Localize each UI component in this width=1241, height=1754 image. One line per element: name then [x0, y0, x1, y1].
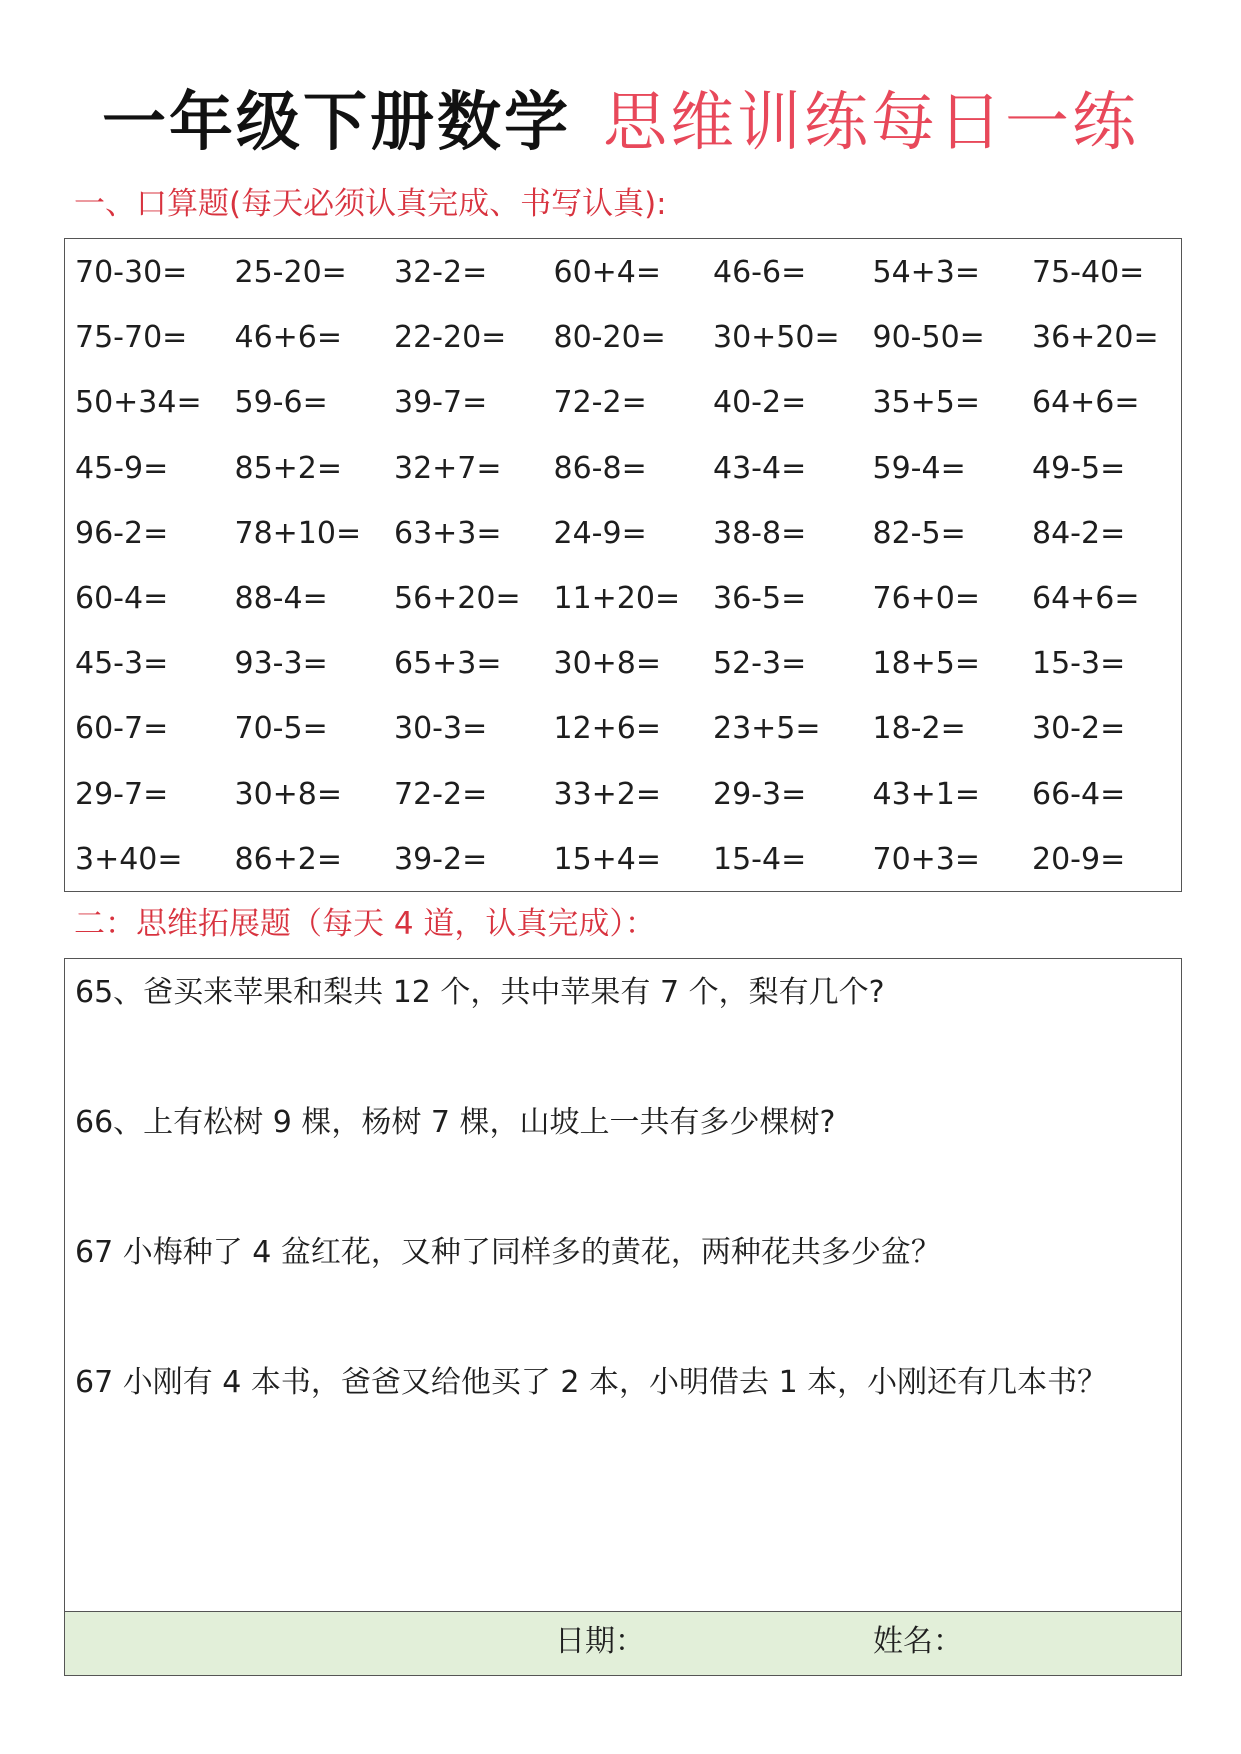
calc-item: 36+20= — [1032, 320, 1159, 356]
calc-item: 43+1= — [872, 776, 981, 812]
calc-item: 29-7= — [75, 776, 169, 812]
title-part2: 思维训练每日一练 — [603, 86, 1139, 160]
word-problem-66: 66、上有松树 9 棵，杨树 7 棵，山坡上一共有多少棵树? — [75, 1105, 836, 1140]
calc-item: 54+3= — [872, 255, 981, 290]
title-part1: 一年级下册数学 — [102, 86, 571, 160]
calc-item: 60-7= — [75, 711, 169, 747]
calc-item: 66-4= — [1032, 776, 1126, 812]
calc-item: 32-2= — [394, 255, 488, 290]
calc-item: 75-70= — [75, 320, 188, 356]
calc-item: 49-5= — [1032, 450, 1126, 486]
calc-item: 63+3= — [394, 515, 502, 551]
page-title — [0, 80, 1241, 166]
calc-item: 46-6= — [713, 255, 807, 290]
calc-item: 45-3= — [75, 646, 169, 682]
calc-item: 64+6= — [1032, 385, 1140, 421]
calc-item: 35+5= — [872, 385, 981, 421]
calc-item: 82-5= — [872, 515, 966, 551]
calc-item: 65+3= — [394, 646, 502, 682]
word-problem-65: 65、爸买来苹果和梨共 12 个，共中苹果有 7 个，梨有几个? — [75, 975, 885, 1010]
calc-item: 33+2= — [553, 776, 662, 812]
calc-item: 78+10= — [234, 515, 362, 551]
calc-item: 30+50= — [713, 320, 840, 356]
calc-item: 39-2= — [394, 841, 488, 877]
calc-item: 40-2= — [713, 385, 807, 421]
calc-item: 72-2= — [553, 385, 647, 421]
calc-item: 18-2= — [872, 711, 966, 747]
calc-item: 36-5= — [713, 580, 807, 616]
name-label: 姓名： — [873, 1624, 963, 1659]
calc-item: 70-5= — [234, 711, 328, 747]
calc-item: 30+8= — [234, 776, 343, 812]
calc-item: 96-2= — [75, 515, 169, 551]
calc-item: 29-3= — [713, 776, 807, 812]
calc-item: 46+6= — [234, 320, 343, 356]
calc-item: 75-40= — [1032, 255, 1145, 290]
calc-item: 25-20= — [234, 255, 347, 290]
date-label: 日期： — [555, 1624, 645, 1659]
calc-item: 84-2= — [1032, 515, 1126, 551]
calc-item: 90-50= — [872, 320, 985, 356]
calc-item: 76+0= — [872, 580, 981, 616]
calc-item: 70-30= — [75, 255, 188, 290]
section2-heading: 二：思维拓展题（每天 4 道，认真完成）： — [74, 906, 656, 942]
calc-item: 70+3= — [872, 841, 981, 877]
calc-item: 30+8= — [553, 646, 662, 682]
calc-item: 86+2= — [234, 841, 343, 877]
calc-item: 23+5= — [713, 711, 821, 747]
mental-math-table — [64, 238, 1182, 892]
calc-item: 11+20= — [553, 580, 681, 616]
calc-item: 59-4= — [872, 450, 966, 486]
word-problems-box — [64, 958, 1182, 1676]
calc-item: 64+6= — [1032, 580, 1140, 616]
word-problem-67b: 67 小刚有 4 本书，爸爸又给他买了 2 本，小明借去 1 本，小刚还有几本书？ — [75, 1365, 1108, 1400]
footer-bar — [65, 1611, 1181, 1675]
calc-item: 38-8= — [713, 515, 807, 551]
calc-item: 45-9= — [75, 450, 169, 486]
calc-item: 30-2= — [1032, 711, 1126, 747]
calc-item: 60-4= — [75, 580, 169, 616]
mental-math-grid — [75, 251, 1192, 903]
calc-item: 22-20= — [394, 320, 507, 356]
calc-item: 24-9= — [553, 515, 647, 551]
calc-item: 88-4= — [234, 580, 328, 616]
calc-item: 30-3= — [394, 711, 488, 747]
calc-item: 15-3= — [1032, 646, 1126, 682]
calc-item: 18+5= — [872, 646, 981, 682]
calc-item: 15+4= — [553, 841, 662, 877]
calc-item: 59-6= — [234, 385, 328, 421]
calc-item: 80-20= — [553, 320, 666, 356]
calc-item: 3+40= — [75, 841, 183, 877]
calc-item: 60+4= — [553, 255, 662, 290]
section1-heading: 一、口算题(每天必须认真完成、书写认真): — [74, 186, 667, 222]
calc-item: 32+7= — [394, 450, 502, 486]
calc-item: 15-4= — [713, 841, 807, 877]
word-problem-67a: 67 小梅种了 4 盆红花，又种了同样多的黄花，两种花共多少盆？ — [75, 1235, 941, 1270]
calc-item: 72-2= — [394, 776, 488, 812]
calc-item: 52-3= — [713, 646, 807, 682]
calc-item: 93-3= — [234, 646, 328, 682]
calc-item: 20-9= — [1032, 841, 1126, 877]
calc-item: 12+6= — [553, 711, 662, 747]
calc-item: 43-4= — [713, 450, 807, 486]
calc-item: 86-8= — [553, 450, 647, 486]
calc-item: 50+34= — [75, 385, 202, 421]
calc-item: 39-7= — [394, 385, 488, 421]
calc-item: 85+2= — [234, 450, 343, 486]
calc-item: 56+20= — [394, 580, 521, 616]
